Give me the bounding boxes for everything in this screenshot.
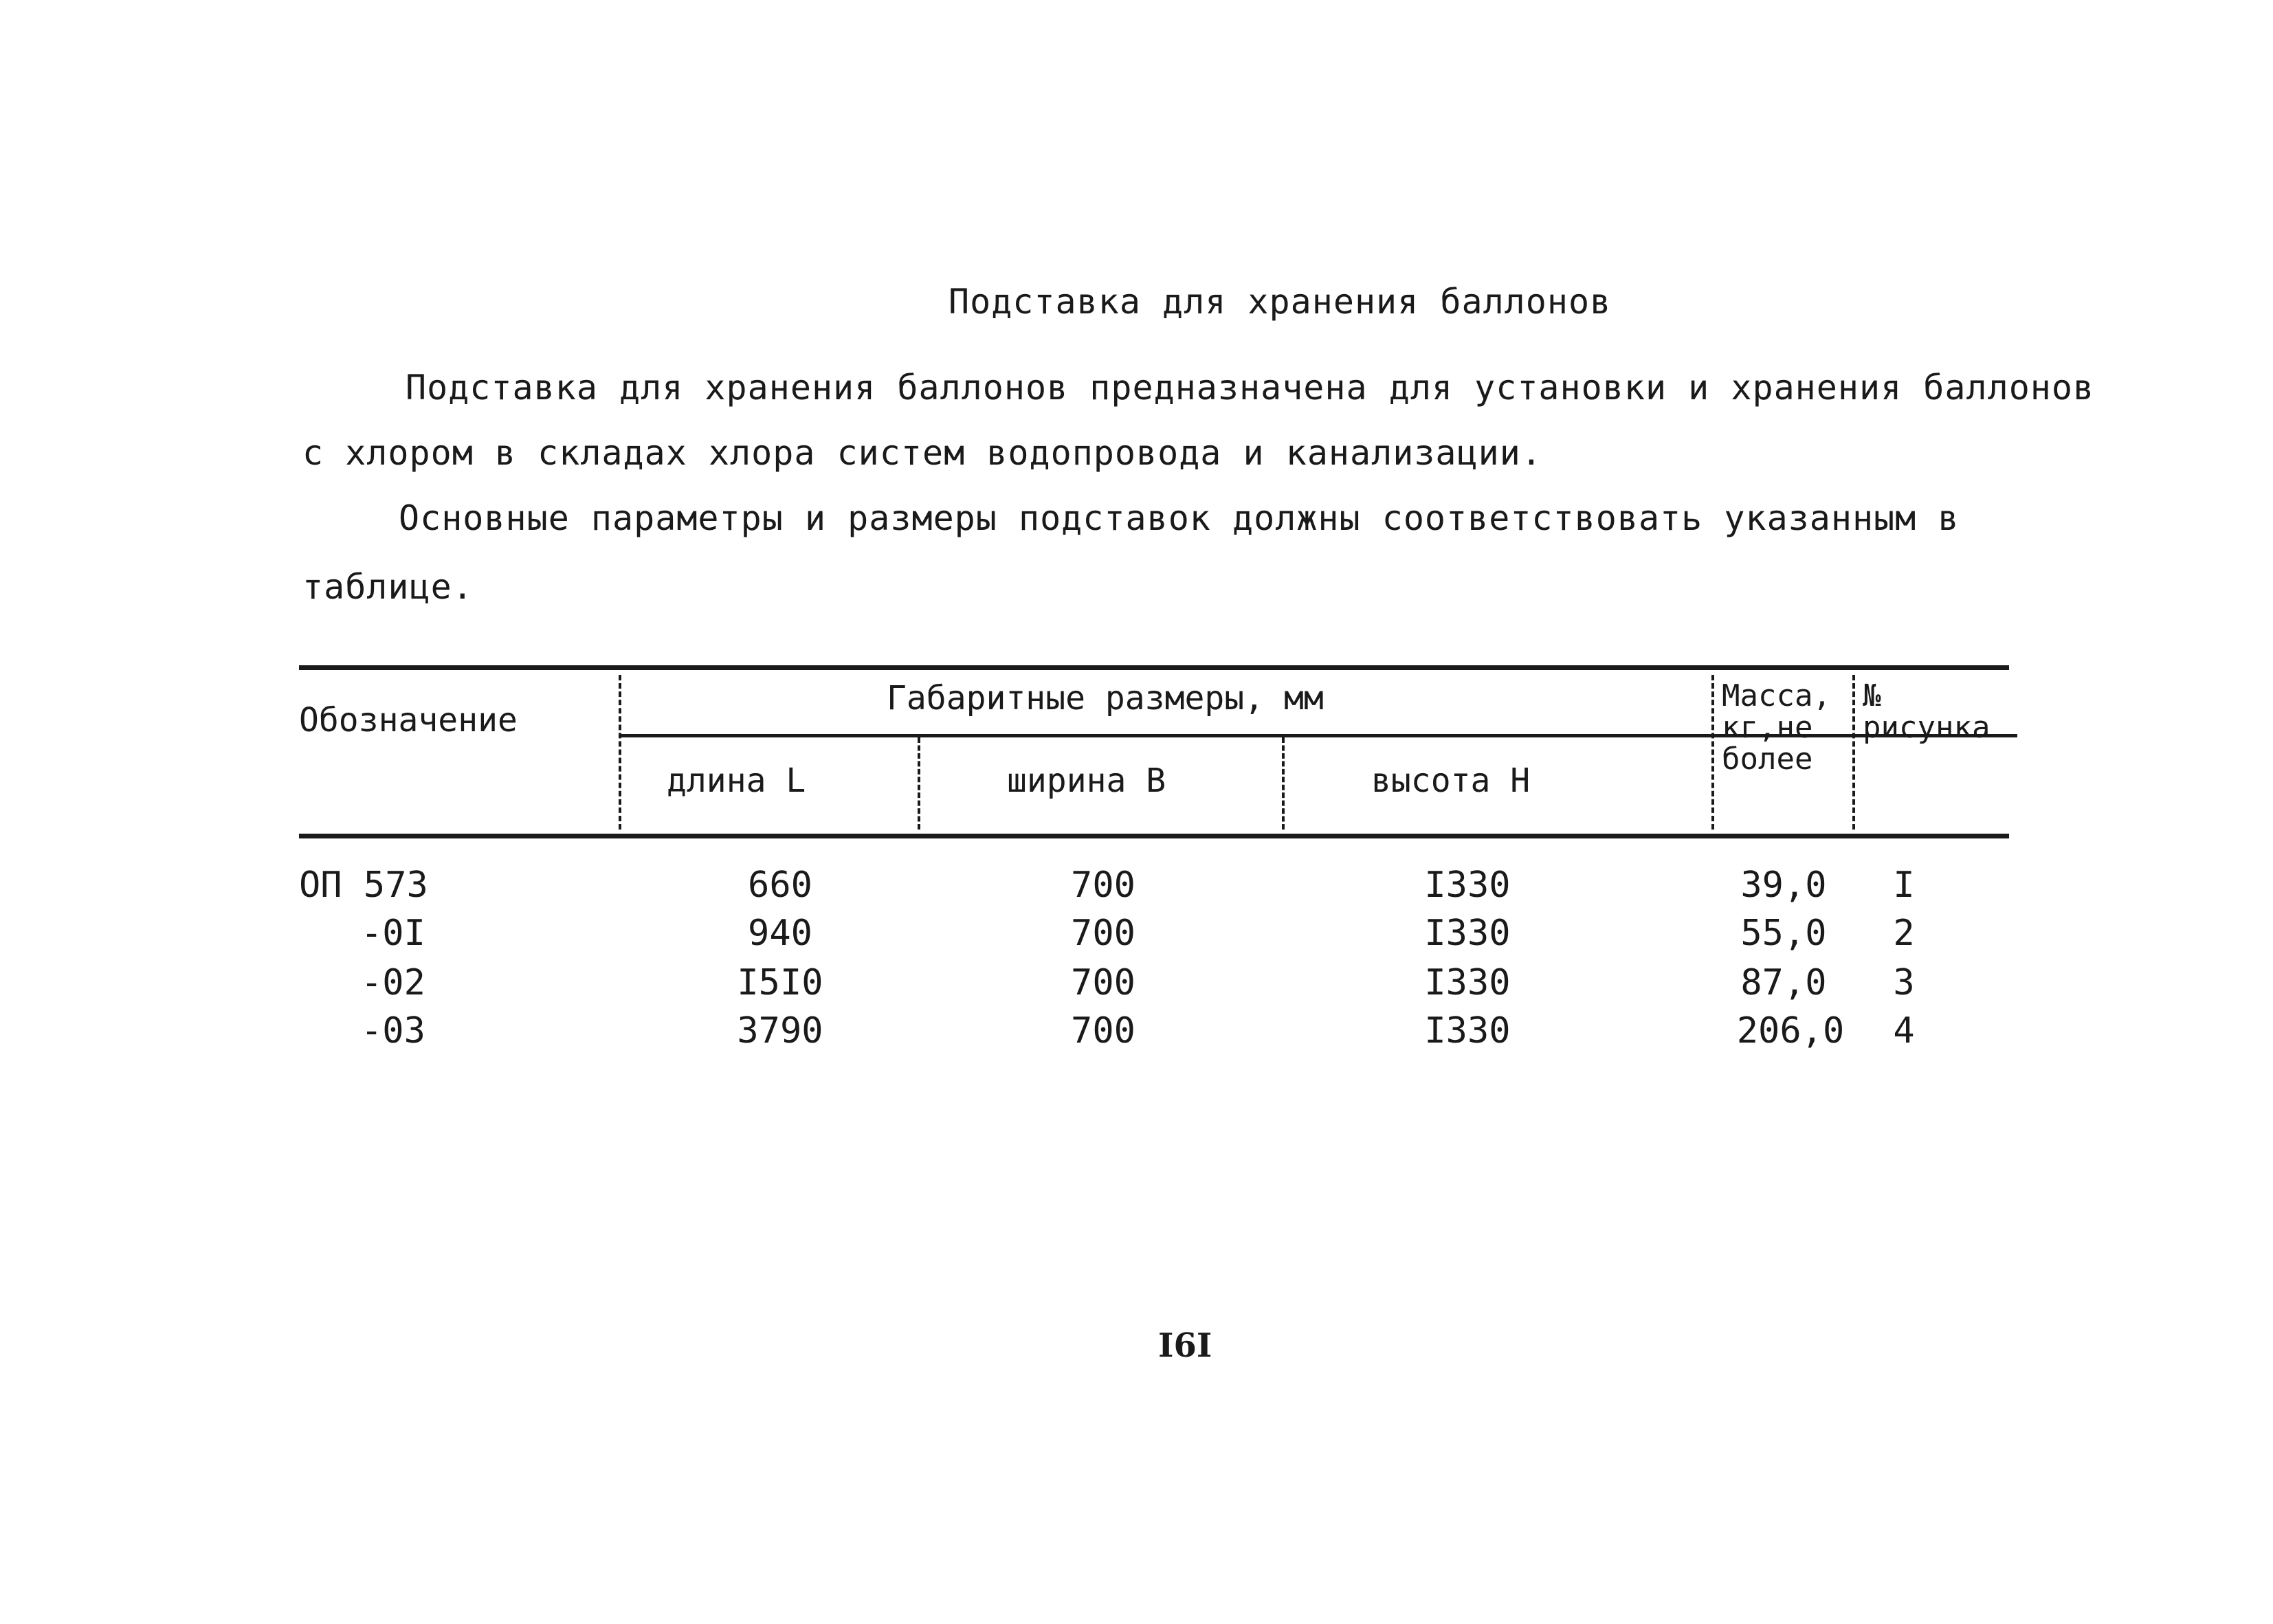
cell-designation: ОП 573 — [299, 865, 428, 906]
cell-height: I330 — [1424, 1010, 1511, 1052]
cell-height: I330 — [1424, 865, 1511, 906]
cell-mass: 206,0 — [1736, 1010, 1845, 1052]
paragraph-line-4: таблице. — [302, 567, 474, 607]
cell-figure: 4 — [1893, 1010, 1915, 1052]
cell-length: 660 — [748, 865, 812, 906]
cell-height: I330 — [1424, 962, 1511, 1003]
document-title: Подставка для хранения баллонов — [949, 282, 1612, 322]
header-mass: Масса, кг,не более — [1722, 678, 1831, 777]
cell-figure: 3 — [1893, 962, 1915, 1003]
header-figure: № рисунка — [1863, 678, 1991, 745]
cell-width: 700 — [1071, 865, 1135, 906]
cell-designation: -0I — [361, 913, 425, 954]
cell-length: I5I0 — [737, 962, 823, 1003]
cell-length: 3790 — [737, 1010, 823, 1052]
cell-figure: I — [1893, 865, 1915, 906]
column-divider — [1282, 737, 1285, 830]
header-height: высота Н — [1371, 761, 1531, 800]
parameters-table — [299, 665, 2009, 1050]
cell-length: 940 — [748, 913, 812, 954]
column-divider — [1852, 675, 1855, 830]
column-divider — [918, 737, 920, 830]
paragraph-line-1: Подставка для хранения баллонов предназначена для установки и хранения баллонов — [406, 368, 2095, 408]
paragraph-line-2: с хлором в складах хлора систем водопровода и канализации. — [302, 433, 1542, 473]
page-number: I6I — [1158, 1326, 1212, 1365]
cell-mass: 39,0 — [1740, 865, 1827, 906]
column-divider — [619, 675, 621, 830]
table-top-rule — [299, 665, 2009, 670]
cell-designation: -02 — [361, 962, 425, 1003]
cell-mass: 87,0 — [1740, 962, 1827, 1003]
cell-width: 700 — [1071, 913, 1135, 954]
cell-figure: 2 — [1893, 913, 1915, 954]
header-designation: Обозначение — [299, 701, 518, 739]
header-length: длина L — [667, 761, 806, 800]
cell-width: 700 — [1071, 962, 1135, 1003]
header-width: ширина В — [1007, 761, 1166, 800]
cell-height: I330 — [1424, 913, 1511, 954]
paragraph-line-3: Основные параметры и размеры подставок должны соответствовать указанным в — [399, 498, 1960, 538]
column-divider — [1711, 675, 1714, 830]
header-overall-dimensions: Габаритные размеры, мм — [887, 679, 1324, 718]
table-header-rule — [299, 834, 2009, 838]
cell-mass: 55,0 — [1740, 913, 1827, 954]
cell-designation: -03 — [361, 1010, 425, 1052]
cell-width: 700 — [1071, 1010, 1135, 1052]
